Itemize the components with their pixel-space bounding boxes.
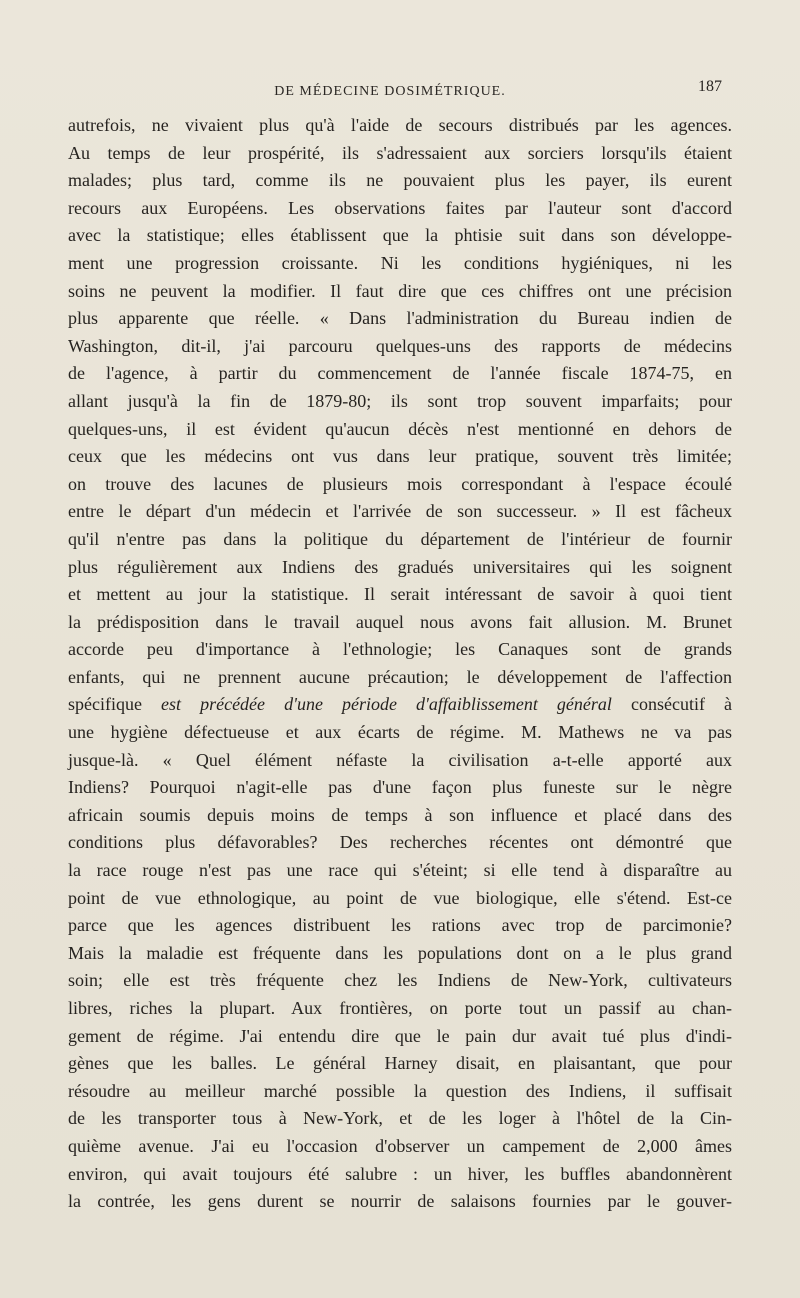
text-line: jusque-là. « Quel élément néfaste la civilisation a-t-elle apporté aux bbox=[68, 749, 732, 770]
body-text bbox=[68, 112, 732, 1216]
text-line: malades; plus tard, comme ils ne pouvaient plus les payer, ils eurent bbox=[68, 170, 732, 191]
text-line: autrefois, ne vivaient plus qu'à l'aide de secours distribués par les agences. bbox=[68, 115, 732, 135]
text-line: ment une progression croissante. Ni les conditions hygiéniques, ni les bbox=[68, 252, 732, 273]
text-line: qu'il n'entre pas dans la politique du département de l'intérieur de fournir bbox=[68, 528, 732, 549]
emphasized-phrase: est précédée d'une période d'affaiblissement général bbox=[161, 694, 612, 715]
text-line: Mais la maladie est fréquente dans les populations dont on a le plus grand bbox=[68, 942, 732, 963]
text-segment: consécutif à bbox=[611, 694, 732, 715]
text-line: conditions plus défavorables? Des recherches récentes ont démontré que bbox=[68, 832, 732, 853]
text-line: environ, qui avait toujours été salubre : un hiver, les buffles abandonnèrent bbox=[68, 1163, 732, 1184]
text-line: de les transporter tous à New-York, et de les loger à l'hôtel de la Cin- bbox=[68, 1108, 732, 1129]
text-line: Washington, dit-il, j'ai parcouru quelques-uns des rapports de médecins bbox=[68, 335, 732, 356]
text-line: plus régulièrement aux Indiens des gradués universitaires qui les soignent bbox=[68, 556, 732, 577]
text-line: Au temps de leur prospérité, ils s'adressaient aux sorciers lorsqu'ils étaient bbox=[68, 142, 732, 163]
text-line: on trouve des lacunes de plusieurs mois correspondant à l'espace écoulé bbox=[68, 473, 732, 494]
text-line: libres, riches la plupart. Aux frontières, on porte tout un passif au chan- bbox=[68, 998, 732, 1018]
text-line: avec la statistique; elles établissent que la phtisie suit dans son développe- bbox=[68, 225, 732, 246]
text-line: soins ne peuvent la modifier. Il faut dire que ces chiffres ont une précision bbox=[68, 280, 732, 301]
text-line: et mettent au jour la statistique. Il serait intéressant de savoir à quoi tient bbox=[68, 584, 732, 605]
text-line: parce que les agences distribuent les rations avec trop de parcimonie? bbox=[68, 915, 732, 936]
text-line: quelques-uns, il est évident qu'aucun décès n'est mentionné en dehors de bbox=[68, 418, 732, 439]
text-line: entre le départ d'un médecin et l'arrivée de son successeur. » Il est fâcheux bbox=[68, 501, 732, 522]
text-line: point de vue ethnologique, au point de vue biologique, elle s'étend. Est-ce bbox=[68, 887, 732, 908]
text-line: plus apparente que réelle. « Dans l'administration du Bureau indien de bbox=[68, 308, 732, 329]
text-line: gement de régime. J'ai entendu dire que le pain dur avait tué plus d'indi- bbox=[68, 1025, 732, 1046]
text-line: ceux que les médecins ont vus dans leur pratique, souvent très limitée; bbox=[68, 446, 732, 467]
text-line: de l'agence, à partir du commencement de l'année fiscale 1874-75, en bbox=[68, 363, 732, 384]
text-line: enfants, qui ne prennent aucune précaution; le développement de l'affection bbox=[68, 666, 732, 687]
page-header bbox=[60, 80, 720, 104]
running-title: DE MÉDECINE DOSIMÉTRIQUE. bbox=[274, 84, 506, 99]
text-line: une hygiène défectueuse et aux écarts de régime. M. Mathews ne va pas bbox=[68, 722, 732, 743]
text-line: quième avenue. J'ai eu l'occasion d'observer un campement de 2,000 âmes bbox=[68, 1135, 732, 1156]
text-segment: spécifique bbox=[68, 694, 162, 715]
text-line: la race rouge n'est pas une race qui s'éteint; si elle tend à disparaître au bbox=[68, 860, 732, 881]
text-line: la prédisposition dans le travail auquel nous avons fait allusion. M. Brunet bbox=[68, 611, 732, 632]
text-line: soin; elle est très fréquente chez les Indiens de New-York, cultivateurs bbox=[68, 970, 732, 991]
page-number: 187 bbox=[698, 78, 722, 95]
text-line: recours aux Européens. Les observations faites par l'auteur sont d'accord bbox=[68, 197, 732, 218]
text-line: la contrée, les gens durent se nourrir de salaisons fournies par le gouver- bbox=[68, 1191, 732, 1212]
text-line: africain soumis depuis moins de temps à son influence et placé dans des bbox=[68, 804, 732, 825]
text-line: allant jusqu'à la fin de 1879-80; ils sont trop souvent imparfaits; pour bbox=[68, 390, 732, 411]
text-line: résoudre au meilleur marché possible la question des Indiens, il suffisait bbox=[68, 1080, 732, 1101]
text-line: gènes que les balles. Le général Harney disait, en plaisantant, que pour bbox=[68, 1053, 732, 1074]
text-line bbox=[68, 691, 732, 719]
text-line: accorde peu d'importance à l'ethnologie; les Canaques sont de grands bbox=[68, 639, 732, 660]
text-line: Indiens? Pourquoi n'agit-elle pas d'une façon plus funeste sur le nègre bbox=[68, 777, 732, 798]
